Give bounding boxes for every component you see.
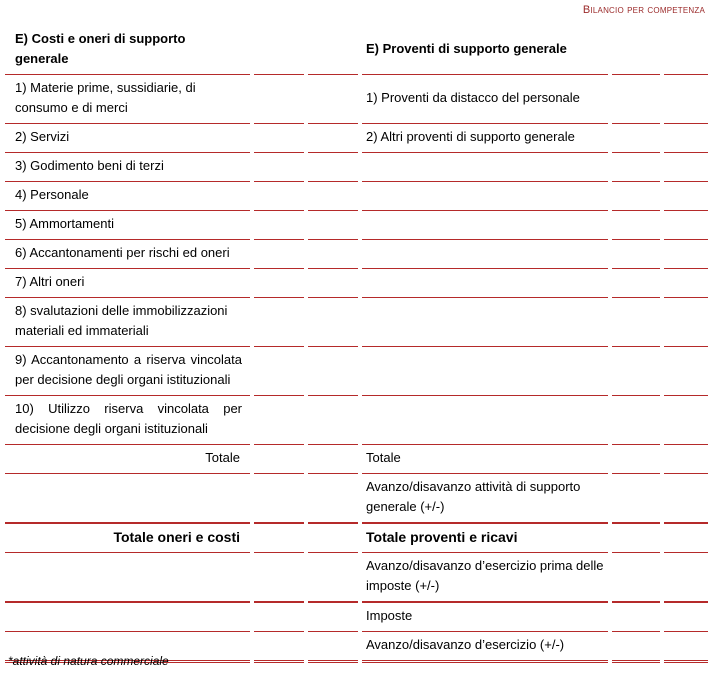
table-row xyxy=(5,211,708,240)
revenue-item xyxy=(362,269,608,298)
table-row xyxy=(5,396,708,445)
cost-item: 1) Materie prime, sussidiarie, di consumo e di merci xyxy=(5,75,250,124)
total-costs-label: Totale oneri e costi xyxy=(5,524,250,553)
cost-item: 5) Ammortamenti xyxy=(5,211,250,240)
table-row xyxy=(5,240,708,269)
total-revenues-label: Totale proventi e ricavi xyxy=(362,524,608,553)
costs-section-header: E) Costi e oneri di supporto generale xyxy=(5,26,250,75)
cost-item: 2) Servizi xyxy=(5,124,250,153)
revenue-item xyxy=(362,211,608,240)
cost-item: 7) Altri oneri xyxy=(5,269,250,298)
taxes-row xyxy=(5,603,708,632)
table-row xyxy=(5,269,708,298)
grand-totals-row xyxy=(5,524,708,553)
support-balance-label: Avanzo/disavanzo attività di supporto generale (+/-) xyxy=(362,474,608,524)
report-title: Bilancio per competenza xyxy=(582,4,705,16)
table-header-row xyxy=(5,26,708,75)
cost-item: 3) Godimento beni di terzi xyxy=(5,153,250,182)
revenue-item xyxy=(362,347,608,396)
support-balance-row xyxy=(5,474,708,524)
revenue-item xyxy=(362,298,608,347)
revenue-item xyxy=(362,153,608,182)
table-row xyxy=(5,153,708,182)
revenue-item: 2) Altri proventi di supporto generale xyxy=(362,124,608,153)
cost-item: 8) svalutazioni delle immobilizzazioni materiali ed immateriali xyxy=(5,298,250,347)
pre-tax-balance-row xyxy=(5,553,708,603)
table-row xyxy=(5,75,708,124)
cost-item: 10) Utilizzo riserva vincolata per decisione degli organi istituzionali xyxy=(5,396,250,445)
final-balance-label: Avanzo/disavanzo d’esercizio (+/-) xyxy=(362,632,608,663)
revenue-item xyxy=(362,182,608,211)
costs-total-label: Totale xyxy=(5,445,250,474)
revenue-item xyxy=(362,396,608,445)
revenues-section-header: E) Proventi di supporto generale xyxy=(362,26,608,75)
table-row xyxy=(5,347,708,396)
taxes-label: Imposte xyxy=(362,603,608,632)
table-row xyxy=(5,182,708,211)
totals-row xyxy=(5,445,708,474)
revenue-item xyxy=(362,240,608,269)
footnote: *attività di natura commerciale xyxy=(8,654,169,668)
cost-item: 4) Personale xyxy=(5,182,250,211)
budget-table xyxy=(5,26,708,663)
pre-tax-balance-label: Avanzo/disavanzo d’esercizio prima delle imposte (+/-) xyxy=(362,553,608,603)
revenue-item: 1) Proventi da distacco del personale xyxy=(362,75,608,124)
revenues-total-label: Totale xyxy=(362,445,608,474)
table-row xyxy=(5,298,708,347)
cost-item: 6) Accantonamenti per rischi ed oneri xyxy=(5,240,250,269)
cost-item: 9) Accantonamento a riserva vincolata per decisione degli organi istituzionali xyxy=(5,347,250,396)
table-row xyxy=(5,124,708,153)
